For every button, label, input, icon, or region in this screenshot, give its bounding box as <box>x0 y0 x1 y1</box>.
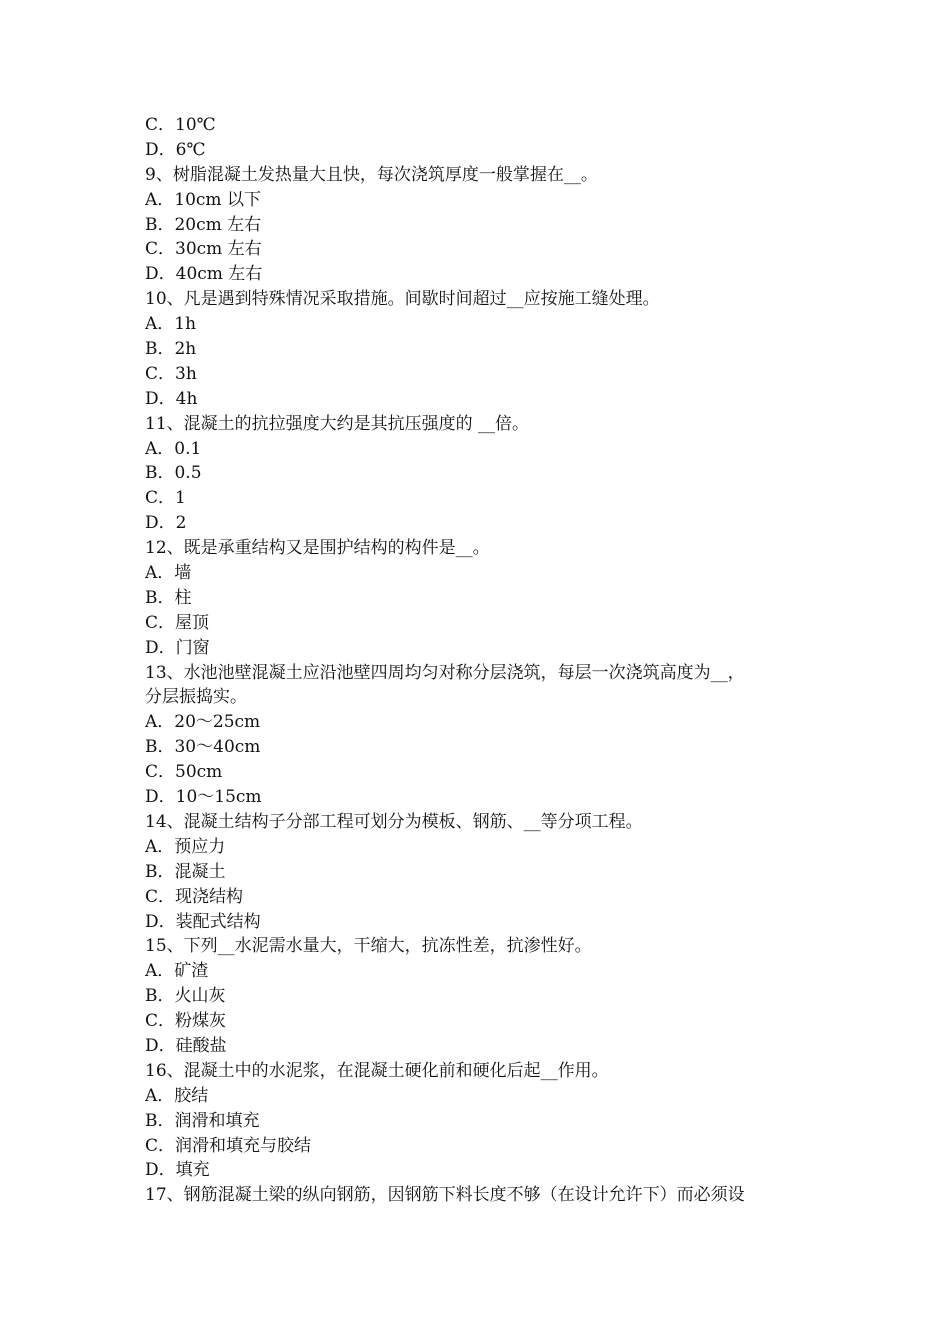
question-14: 14、混凝土结构子分部工程可划分为模板、钢筋、__等分项工程。 <box>145 811 643 832</box>
option-line: D．装配式结构 <box>145 911 261 932</box>
option-line: D．填充 <box>145 1160 210 1181</box>
question-13-continued: 分层振捣实。 <box>145 687 247 708</box>
option-line: B．0.5 <box>145 463 202 484</box>
option-line: A．1h <box>145 314 197 335</box>
option-line: D．2 <box>145 513 187 534</box>
option-line: A．20～25cm <box>145 712 261 733</box>
option-line: D．10～15cm <box>145 787 262 808</box>
option-line: C．3h <box>145 363 197 384</box>
question-15: 15、下列__水泥需水量大，干缩大，抗冻性差，抗渗性好。 <box>145 936 592 957</box>
option-line: C．润滑和填充与胶结 <box>145 1135 312 1156</box>
option-line: B．20cm 左右 <box>145 214 262 235</box>
text-line: D．6℃ <box>145 139 206 160</box>
text-line: C．10℃ <box>145 115 216 135</box>
option-line: B．2h <box>145 339 197 360</box>
option-line: B．柱 <box>145 587 192 608</box>
option-line: A．墙 <box>145 563 192 584</box>
option-line: B．火山灰 <box>145 986 226 1007</box>
option-line: C．现浇结构 <box>145 886 244 907</box>
option-line: A．胶结 <box>145 1085 209 1106</box>
option-line: D．门窗 <box>145 637 210 658</box>
option-line: C．屋顶 <box>145 612 210 633</box>
question-13: 13、水池池壁混凝土应沿池壁四周均匀对称分层浇筑，每层一次浇筑高度为__， <box>145 662 745 683</box>
question-17: 17、钢筋混凝土梁的纵向钢筋，因钢筋下料长度不够（在设计允许下）而必须设 <box>145 1185 745 1206</box>
option-line: C．1 <box>145 488 186 509</box>
question-9: 9、树脂混凝土发热量大且快，每次浇筑厚度一般掌握在__。 <box>145 164 598 185</box>
question-10: 10、凡是遇到特殊情况采取措施。间歇时间超过__应按施工缝处理。 <box>145 289 660 310</box>
option-line: A．10cm 以下 <box>145 189 261 210</box>
option-line: C．粉煤灰 <box>145 1011 227 1032</box>
exam-question-text <box>145 113 815 1208</box>
option-line: A．矿渣 <box>145 961 209 982</box>
question-12: 12、既是承重结构又是围护结构的构件是__。 <box>145 538 490 559</box>
option-line: C．50cm <box>145 762 223 783</box>
option-line: D．4h <box>145 388 198 409</box>
option-line: B．30～40cm <box>145 737 261 758</box>
question-11: 11、混凝土的抗拉强度大约是其抗压强度的 __倍。 <box>145 413 530 434</box>
option-line: D．硅酸盐 <box>145 1035 227 1056</box>
option-line: D．40cm 左右 <box>145 264 263 285</box>
option-line: B．润滑和填充 <box>145 1110 260 1131</box>
option-line: C．30cm 左右 <box>145 239 262 260</box>
question-16: 16、混凝土中的水泥浆，在混凝土硬化前和硬化后起__作用。 <box>145 1060 609 1081</box>
option-line: A．预应力 <box>145 836 226 857</box>
option-line: B．混凝土 <box>145 861 226 882</box>
option-line: A．0.1 <box>145 438 202 459</box>
